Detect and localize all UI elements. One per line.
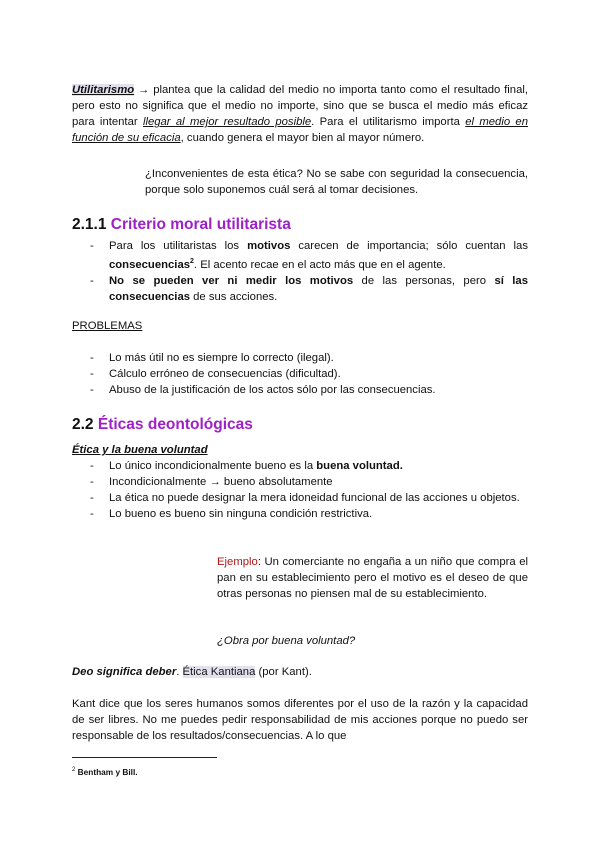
buena-voluntad-heading: Ética y la buena voluntad [72, 444, 208, 456]
deo-paragraph [72, 664, 528, 680]
criteria-text: . El acento recae en el acto más que en el agente. [193, 258, 446, 271]
intro-text-1: plantea que la calidad del medio no importa tanto como el resultado final, pero esto no significa que el medio no importe, sino que se busca el medio más eficaz para intentar [72, 84, 529, 128]
goodwill-text: Lo bueno es bueno sin ninguna condición restrictiva. [109, 508, 373, 520]
criteria-list [72, 238, 528, 305]
problemas-heading: PROBLEMAS [72, 320, 143, 332]
section-number: 2.2 [72, 416, 94, 433]
footnote-rule [72, 757, 217, 758]
criteria-text: carecen de importancia; sólo cuentan las [290, 240, 528, 252]
goodwill-text: Incondicionalmente → bueno absolutamente [109, 476, 333, 488]
list-item: - Lo bueno es bueno sin ninguna condición restrictiva. [90, 508, 373, 520]
list-item: - No se pueden ver ni medir los motivos de las personas, pero sí las consecuencias de sus acciones. [90, 274, 528, 303]
problem-text: Lo más útil no es siempre lo correcto (ilegal). [109, 352, 334, 364]
section-title: Éticas deontológicas [97, 416, 253, 433]
goodwill-list [72, 458, 528, 522]
criteria-bold: No se pueden ver ni medir los motivos [109, 274, 354, 287]
footnote [72, 764, 138, 778]
list-item: - Lo único incondicionalmente bueno es la buena voluntad. [90, 460, 403, 472]
example-question: ¿Obra por buena voluntad? [217, 635, 356, 647]
utilitarismo-paragraph [72, 82, 528, 146]
deo-sep: . [176, 666, 183, 678]
intro-text-2: . Para el utilitarismo importa [311, 116, 466, 128]
criteria-text: de las personas, pero [353, 274, 495, 287]
criteria-text: de sus acciones. [190, 290, 278, 303]
list-item: - Lo más útil no es siempre lo correcto (ilegal). [90, 352, 334, 364]
arrow: → [134, 84, 154, 96]
goodwill-text: La ética no puede designar la mera idoneidad funcional de las acciones u objetos. [109, 492, 520, 504]
section-number: 2.1.1 [72, 216, 107, 233]
problem-text: Cálculo erróneo de consecuencias (dificultad). [109, 368, 341, 380]
criteria-bold: sí las consecuencias [109, 274, 528, 303]
goodwill-text: Lo único incondicionalmente bueno es la [109, 460, 317, 472]
deo-bold: Deo significa deber [72, 666, 177, 678]
term-utilitarismo: Utilitarismo [72, 84, 135, 96]
section-heading-2-1-1 [72, 215, 291, 235]
criteria-text: Para los utilitaristas los [109, 240, 248, 252]
list-item: - La ética no puede designar la mera idoneidad funcional de las acciones u objetos. [90, 492, 520, 504]
intro-text-3: , cuando genera el mayor bien al mayor número. [180, 132, 425, 144]
section-heading-2-2 [72, 415, 253, 435]
example-paragraph [217, 554, 528, 602]
list-item: - Cálculo erróneo de consecuencias (dificultad). [90, 368, 341, 380]
list-item: - Incondicionalmente → bueno absolutamente [90, 476, 333, 488]
goodwill-bold: buena voluntad. [316, 460, 403, 472]
deo-text: (por Kant). [255, 666, 312, 678]
underlined-phrase-2: el medio en función de su eficacia [72, 116, 529, 144]
problem-text: Abuso de la justificación de los actos sólo por las consecuencias. [109, 384, 436, 396]
footnote-number: 2 [72, 767, 76, 773]
kant-paragraph: Kant dice que los seres humanos somos diferentes por el uso de la razón y la capacidad de ser libres. No me puedes pedir responsabilidad de mis acciones porque no puedo ser responsable de los resultados/consecuencias. A lo que [72, 698, 528, 742]
criteria-bold: consecuencias [109, 258, 191, 271]
footnote-text: Bentham y Bill. [75, 766, 138, 777]
list-item: - Abuso de la justificación de los actos sólo por las consecuencias. [90, 384, 436, 396]
underlined-phrase-1: llegar al mejor resultado posible [142, 116, 312, 128]
etica-kantiana-highlight: Ética Kantiana [182, 666, 256, 678]
criteria-bold: motivos [247, 240, 291, 252]
problems-list [72, 350, 528, 398]
inconvenientes-note: ¿Inconvenientes de esta ética? No se sabe con seguridad la consecuencia, porque solo suponemos cuál será al tomar decisiones. [145, 168, 528, 196]
example-text: : Un comerciante no engaña a un niño que compra el pan en su establecimiento pero el motivo es el deseo de que otras personas no piensen mal de su establecimiento. [217, 556, 528, 600]
example-label: Ejemplo [217, 556, 258, 568]
section-title: Criterio moral utilitarista [110, 216, 291, 233]
list-item: - Para los utilitaristas los motivos carecen de importancia; sólo cuentan las consecuencias$^2$. El acento recae en el acto más que en el agente. [90, 240, 528, 271]
footnote-ref: 2 [190, 258, 194, 265]
